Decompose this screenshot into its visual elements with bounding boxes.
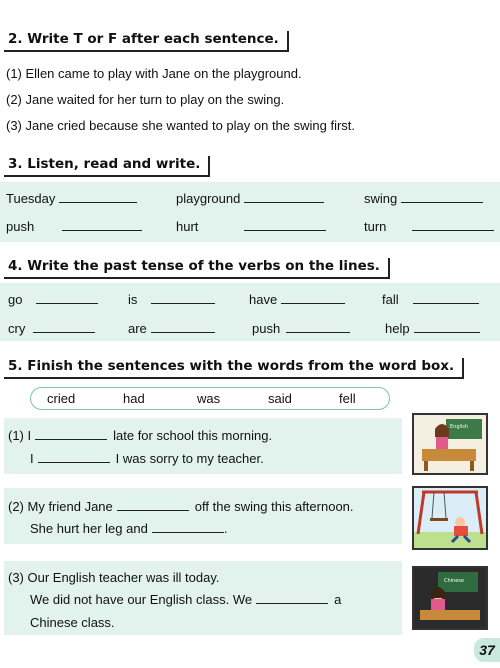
blank-line[interactable] bbox=[412, 219, 494, 231]
blank-line[interactable] bbox=[244, 191, 324, 203]
word-box bbox=[30, 387, 390, 410]
word-box-item: was bbox=[197, 391, 221, 406]
question-3-line-3: Chinese class. bbox=[30, 615, 115, 630]
sentence-3: (3) Jane cried because she wanted to play on the swing first. bbox=[6, 118, 356, 133]
page-number: 37 bbox=[474, 638, 500, 662]
verb-push: push bbox=[252, 321, 350, 336]
blank-line[interactable] bbox=[33, 321, 95, 333]
word-playground: playground bbox=[176, 191, 324, 206]
section-3-heading: 3. Listen, read and write. bbox=[4, 156, 210, 177]
verb-is: is bbox=[128, 292, 215, 307]
sentence-1: (1) Ellen came to play with Jane on the playground. bbox=[6, 66, 302, 81]
blank-line[interactable] bbox=[59, 191, 137, 203]
blank-line[interactable] bbox=[35, 428, 107, 440]
question-1-box bbox=[4, 418, 402, 474]
word-box-item: said bbox=[268, 391, 292, 406]
swing-picture bbox=[412, 486, 488, 550]
word-hurt: hurt bbox=[176, 219, 326, 234]
chinese-class-picture bbox=[412, 566, 488, 630]
question-2-box bbox=[4, 488, 402, 544]
question-1-line-2: I I was sorry to my teacher. bbox=[30, 451, 264, 466]
blank-line[interactable] bbox=[151, 292, 215, 304]
sentence-2: (2) Jane waited for her turn to play on the swing. bbox=[6, 92, 285, 107]
blank-line[interactable] bbox=[413, 292, 479, 304]
blank-line[interactable] bbox=[36, 292, 98, 304]
question-3-line-2: We did not have our English class. We a bbox=[30, 592, 342, 607]
board-text: Chinese bbox=[444, 578, 464, 584]
section-4-heading: 4. Write the past tense of the verbs on the lines. bbox=[4, 258, 390, 279]
verb-go: go bbox=[8, 292, 98, 307]
word-turn: turn bbox=[364, 219, 494, 234]
verb-help: help bbox=[385, 321, 480, 336]
word-tuesday: Tuesday bbox=[6, 191, 137, 206]
question-2-line-2: She hurt her leg and . bbox=[30, 521, 228, 536]
question-3-line-1: (3) Our English teacher was ill today. bbox=[8, 570, 220, 585]
classroom-picture bbox=[412, 413, 488, 475]
board-text: English bbox=[450, 424, 469, 430]
section-5-heading: 5. Finish the sentences with the words from the word box. bbox=[4, 358, 464, 379]
blank-line[interactable] bbox=[256, 592, 328, 604]
word-box-item: fell bbox=[339, 391, 356, 406]
blank-line[interactable] bbox=[117, 499, 189, 511]
question-3-box bbox=[4, 561, 402, 635]
verb-are: are bbox=[128, 321, 215, 336]
question-1-line-1: (1) I late for school this morning. bbox=[8, 428, 273, 443]
word-push: push bbox=[6, 219, 142, 234]
verb-fall: fall bbox=[382, 292, 479, 307]
blank-line[interactable] bbox=[244, 219, 326, 231]
word-box-item: cried bbox=[47, 391, 76, 406]
blank-line[interactable] bbox=[401, 191, 483, 203]
blank-line[interactable] bbox=[281, 292, 345, 304]
section-2-heading: 2. Write T or F after each sentence. bbox=[4, 31, 289, 52]
blank-line[interactable] bbox=[414, 321, 480, 333]
blank-line[interactable] bbox=[286, 321, 350, 333]
blank-line[interactable] bbox=[62, 219, 142, 231]
verb-cry: cry bbox=[8, 321, 95, 336]
verb-have: have bbox=[249, 292, 345, 307]
blank-line[interactable] bbox=[151, 321, 215, 333]
word-box-item: had bbox=[123, 391, 145, 406]
blank-line[interactable] bbox=[38, 451, 110, 463]
blank-line[interactable] bbox=[152, 521, 224, 533]
word-swing: swing bbox=[364, 191, 483, 206]
question-2-line-1: (2) My friend Jane off the swing this afternoon. bbox=[8, 499, 354, 514]
